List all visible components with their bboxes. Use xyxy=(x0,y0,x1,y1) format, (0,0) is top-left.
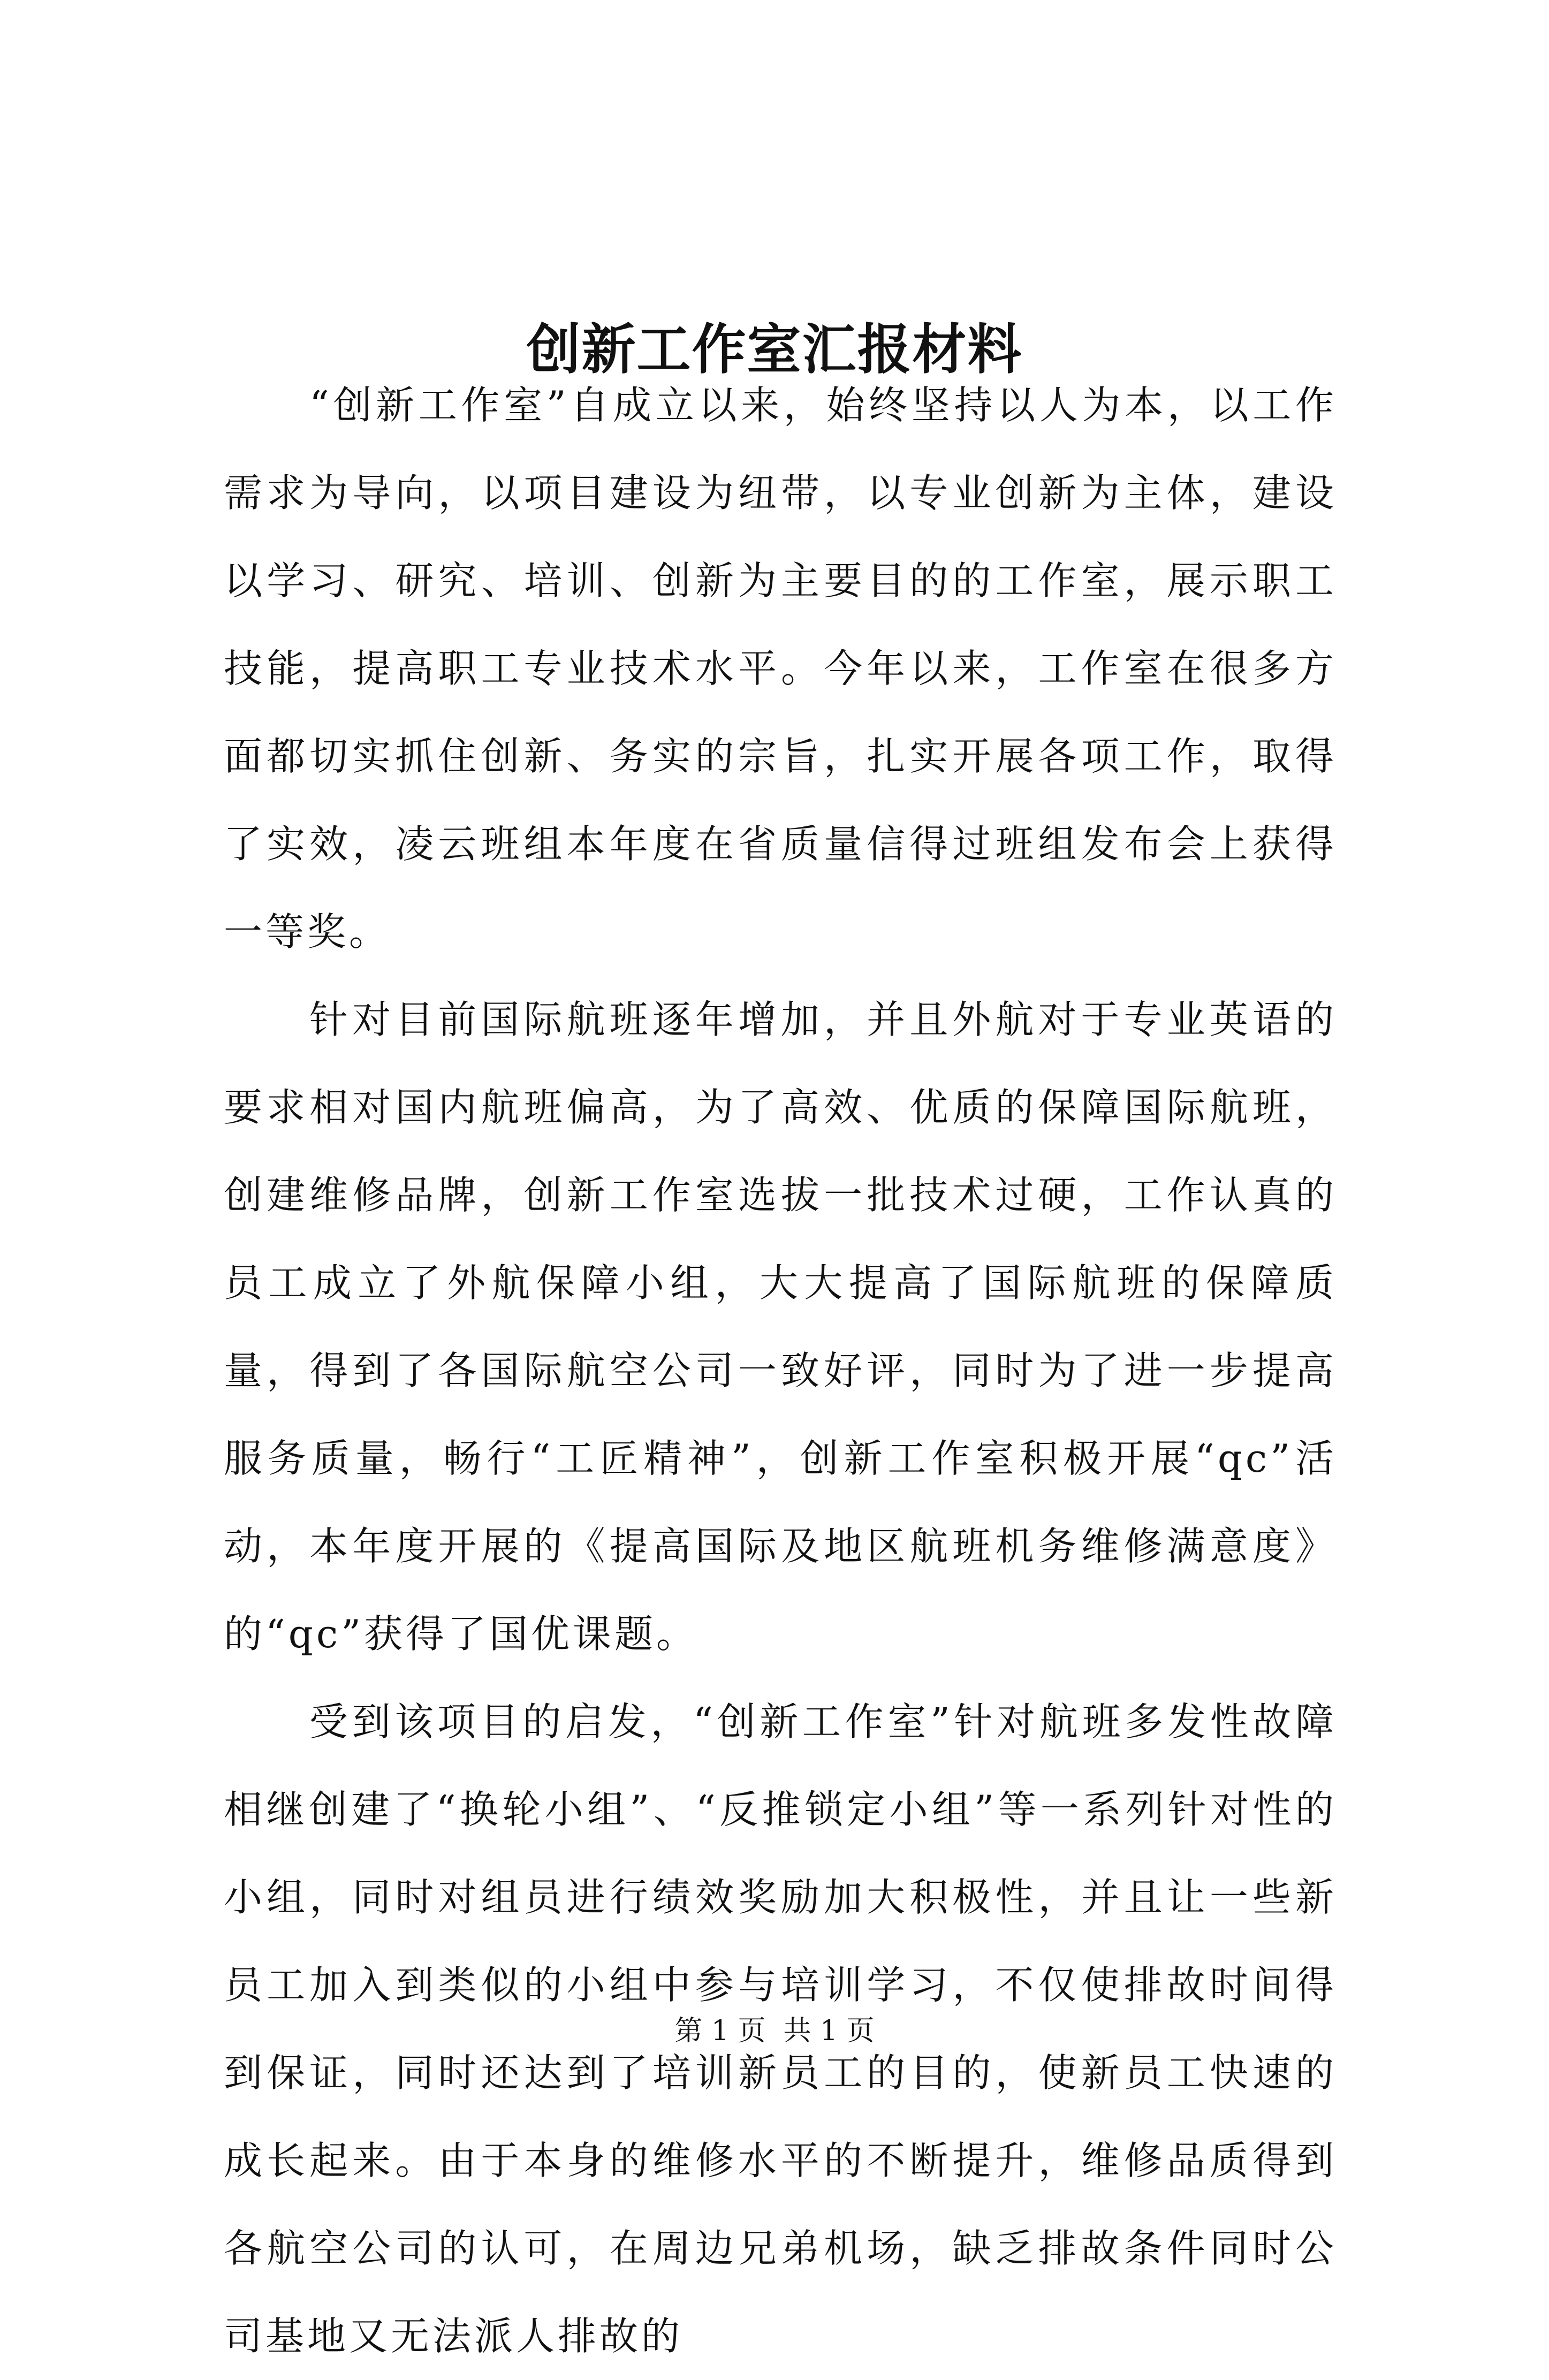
paragraph-1: “创新工作室”自成立以来，始终坚持以人为本，以工作需求为导向，以项目建设为纽带，以专业创新为主体，建设以学习、研究、培训、创新为主要目的的工作室，展示职工技能，提高职工专业技术水平。今年以来，工作室在很多方面都切实抓住创新、务实的宗旨，扎实开展各项工作，取得了实效，凌云班组本年度在省质量信得过班组发布会上获得一等奖。 xyxy=(224,383,1337,954)
paragraph-3: 受到该项目的启发，“创新工作室”针对航班多发性故障相继创建了“换轮小组”、“反推锁定小组”等一系列针对性的小组，同时对组员进行绩效奖励加大积极性，并且让一些新员工加入到类似的小组中参与培训学习，不仅使排故时间得到保证，同时还达到了培训新员工的目的，使新员工快速的成长起来。由于本身的维修水平的不断提升，维修品质得到各航空公司的认可，在周边兄弟机场，缺乏排故条件同时公司基地又无法派人排故的 xyxy=(224,1699,1337,2359)
page-footer xyxy=(0,2010,1549,2052)
document-body xyxy=(224,361,1337,2380)
page-number: 第 1 页 共 1 页 xyxy=(674,2015,875,2047)
paragraph-2: 针对目前国际航班逐年增加，并且外航对于专业英语的要求相对国内航班偏高，为了高效、优质的保障国际航班，创建维修品牌，创新工作室选拔一批技术过硬，工作认真的员工成立了外航保障小组，大大提高了国际航班的保障质量，得到了各国际航空公司一致好评，同时为了进一步提高服务质量，畅行“工匠精神”，创新工作室积极开展“qc”活动，本年度开展的《提高国际及地区航班机务维修满意度》的“qc”获得了国优课题。 xyxy=(224,997,1337,1656)
document-title: 创新工作室汇报材料 xyxy=(526,317,1023,381)
